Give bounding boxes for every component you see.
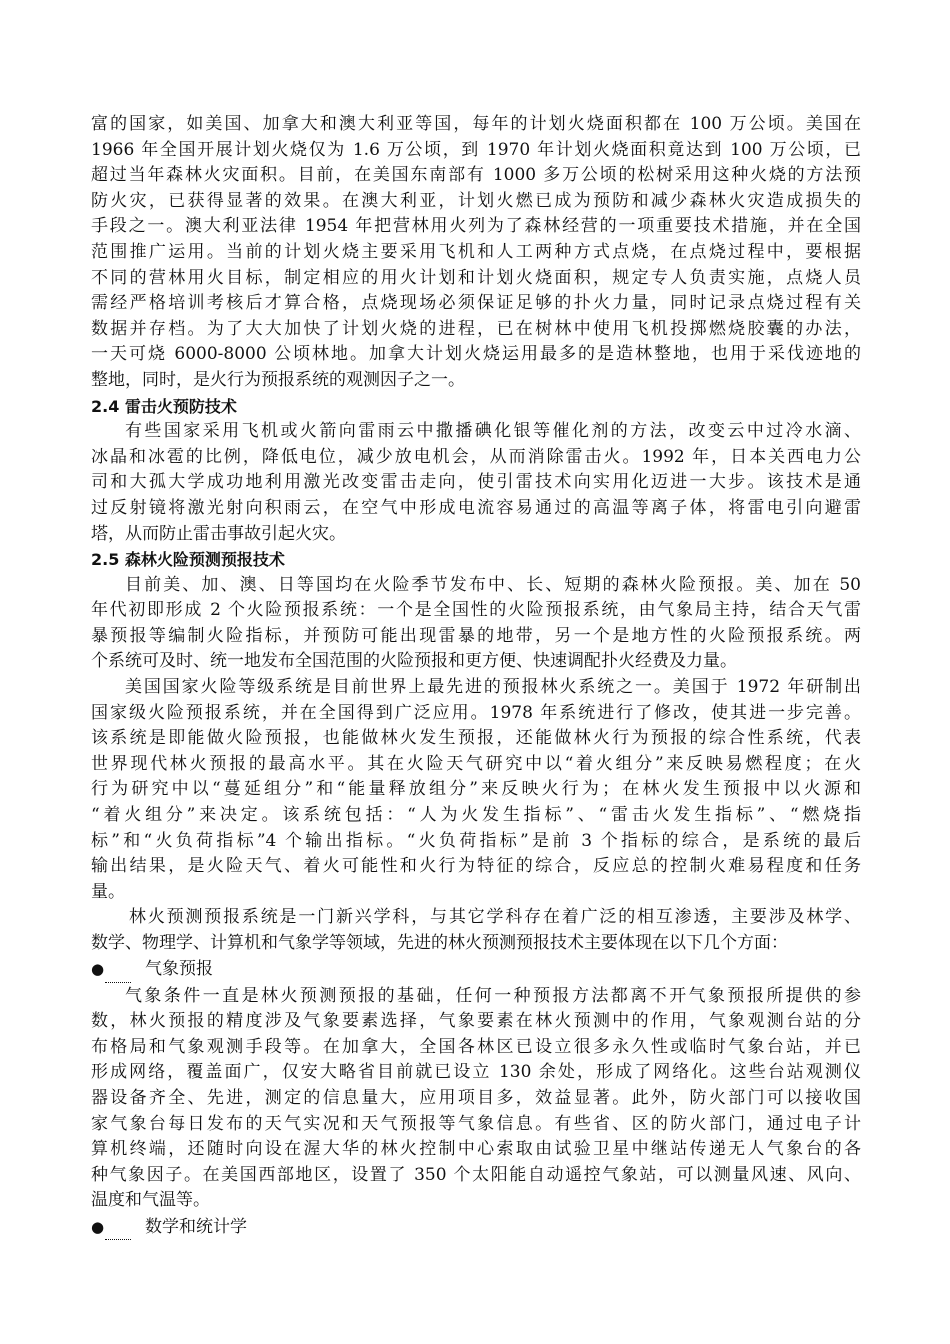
text-line: 防火灾，已获得显著的效果。在澳大利亚，计划火燃已成为预防和减少森林火灾造成损失的 — [91, 190, 861, 211]
text-line: 需经严格培训考核后才算合格，点烧现场必须保证足够的扑火力量，同时记录点烧过程有关 — [91, 293, 861, 314]
text-line: “着火组分”来决定。该系统包括：“人为火发生指标”、“雷击火发生指标”、“燃烧指 — [91, 805, 861, 826]
text-line: 塔，从而防止雷击事故引起火灾。 — [91, 523, 346, 544]
text-line: 布格局和气象观测手段等。在加拿大，全国各林区已设立很多永久性或临时气象台站，并已 — [91, 1036, 861, 1057]
text-line: 冰晶和冰雹的比例，降低电位，减少放电机会，从而消除雷击火。1992 年，日本关西电力公 — [91, 446, 861, 467]
paragraph-discipline-overview — [91, 905, 861, 956]
bullet-label: 气象预报 — [145, 959, 213, 980]
text-line: 美国国家火险等级系统是目前世界上最先进的预报林火系统之一。美国于 1972 年研制出 — [125, 677, 861, 698]
text-line: 个系统可及时、统一地发布全国范围的火险预报和更方便、快速调配扑火经费及力量。 — [91, 651, 737, 672]
text-line: 该系统是即能做火险预报，也能做林火发生预报，还能做林火行为预报的综合性系统，代表 — [91, 728, 861, 749]
paragraph-weather-conditions — [91, 984, 861, 1214]
bullet-label: 数学和统计学 — [145, 1216, 247, 1237]
text-line: 标”和“火负荷指标”4 个输出指标。“火负荷指标”是前 3 个指标的综合，是系统的最后 — [91, 830, 861, 851]
text-line: 有些国家采用飞机或火箭向雷雨云中撒播碘化银等催化剂的方法，改变云中过冷水滴、 — [125, 421, 861, 442]
bullet-dot-icon: ● — [91, 960, 105, 979]
paragraph-forecast-systems — [91, 573, 861, 675]
text-line: 气象条件一直是林火预测预报的基础，任何一种预报方法都离不开气象预报所提供的参 — [125, 985, 861, 1006]
text-line: 1966 年全国开展计划火烧仅为 1.6 万公顷，到 1970 年计划火烧面积竟达到 100 万公顷，已 — [91, 139, 861, 160]
text-line: 司和大孤大学成功地利用激光改变雷击走向，使引雷技术向实用化迈进一大步。该技术是通 — [91, 472, 861, 493]
text-line: 行为研究中以“蔓延组分”和“能量释放组分”来反映火行为；在林火发生预报中以火源和 — [91, 779, 861, 800]
text-line: 手段之一。澳大利亚法律 1954 年把营林用火列为了森林经营的一项重要技术措施，并在全国 — [91, 216, 861, 237]
section-heading-2-4: 2.4 雷击火预防技术 — [91, 396, 237, 416]
bullet-leader — [105, 966, 131, 983]
text-line: 量。 — [91, 881, 125, 902]
bullet-item-weather-forecast — [91, 957, 861, 984]
text-line: 过反射镜将激光射向积雨云，在空气中形成电流容易通过的高温等离子体，将雷电引向避雷 — [91, 497, 861, 518]
text-line: 国家级火险预报系统，并在全国得到广泛应用。1978 年系统进行了修改，使其进一步完善。 — [91, 702, 861, 723]
text-line: 数，林火预报的精度涉及气象要素选择，气象要素在林火预测中的作用，气象观测台站的分 — [91, 1011, 861, 1032]
text-line: 家气象台每日发布的天气实况和天气预报等气象信息。有些省、区的防火部门，通过电子计 — [91, 1113, 861, 1134]
paragraph-lightning-prevention — [91, 419, 861, 547]
text-line: 种气象因子。在美国西部地区，设置了 350 个太阳能自动遥控气象站，可以测量风速、风向、 — [91, 1164, 861, 1185]
paragraph-planned-burning — [91, 112, 861, 394]
text-line: 数学、物理学、计算机和气象学等领域，先进的林火预测预报技术主要体现在以下几个方面： — [91, 933, 788, 953]
bullet-dot-icon: ● — [91, 1217, 105, 1236]
bullet-item-math-statistics — [91, 1214, 861, 1241]
text-line: 输出结果，是火险天气、着火可能性和火行为特征的综合，反应总的控制火难易程度和任务 — [91, 856, 861, 877]
text-line: 目前美、加、澳、日等国均在火险季节发布中、长、短期的森林火险预报。美、加在 50 — [125, 574, 861, 595]
text-line: 器设备齐全、先进，测定的信息量大，应用项目多，效益显著。此外，防火部门可以接收国 — [91, 1087, 861, 1108]
text-line: 形成网络，覆盖面广，仅安大略省目前就已设立 130 余处，形成了网络化。这些台站观测仪 — [91, 1062, 861, 1083]
text-line: 温度和气温等。 — [91, 1190, 210, 1211]
text-line: 整地，同时，是火行为预报系统的观测因子之一。 — [91, 369, 465, 390]
section-heading-2-5: 2.5 森林火险预测预报技术 — [91, 550, 285, 570]
text-line: 不同的营林用火目标，制定相应的用火计划和计划火烧面积，规定专人负责实施，点烧人员 — [91, 267, 861, 288]
text-line: 世界现代林火预报的最高水平。其在火险天气研究中以“着火组分”来反映易燃程度；在火 — [91, 753, 861, 774]
bullet-leader — [105, 1223, 131, 1240]
text-line: 范围推广运用。当前的计划火烧主要采用飞机和人工两种方式点烧，在点烧过程中，要根据 — [91, 241, 861, 262]
text-line: 数据并存档。为了大大加快了计划火烧的进程，已在树林中使用飞机投掷燃烧胶囊的办法， — [91, 318, 861, 339]
text-line: 暴预报等编制火险指标，并预防可能出现雷暴的地带，另一个是地方性的火险预报系统。两 — [91, 625, 861, 646]
text-line: 超过当年森林火灾面积。目前，在美国东南部有 1000 多万公顷的松树采用这种火烧的方法预 — [91, 165, 861, 186]
document-page — [91, 112, 861, 1241]
text-line: 一天可烧 6000-8000 公顷林地。加拿大计划火烧运用最多的是造林整地，也用于采伐迹地的 — [91, 344, 861, 365]
paragraph-us-rating-system — [91, 675, 861, 905]
text-line: 林火预测预报系统是一门新兴学科，与其它学科存在着广泛的相互渗透，主要涉及林学、 — [129, 907, 861, 928]
text-line: 年代初即形成 2 个火险预报系统：一个是全国性的火险预报系统，由气象局主持，结合天气雷 — [91, 600, 861, 621]
text-line: 算机终端，还随时向设在渥大华的林火控制中心索取由试验卫星中继站传递无人气象台的各 — [91, 1139, 861, 1160]
text-line: 富的国家，如美国、加拿大和澳大利亚等国，每年的计划火烧面积都在 100 万公顷。美国在 — [91, 114, 861, 134]
